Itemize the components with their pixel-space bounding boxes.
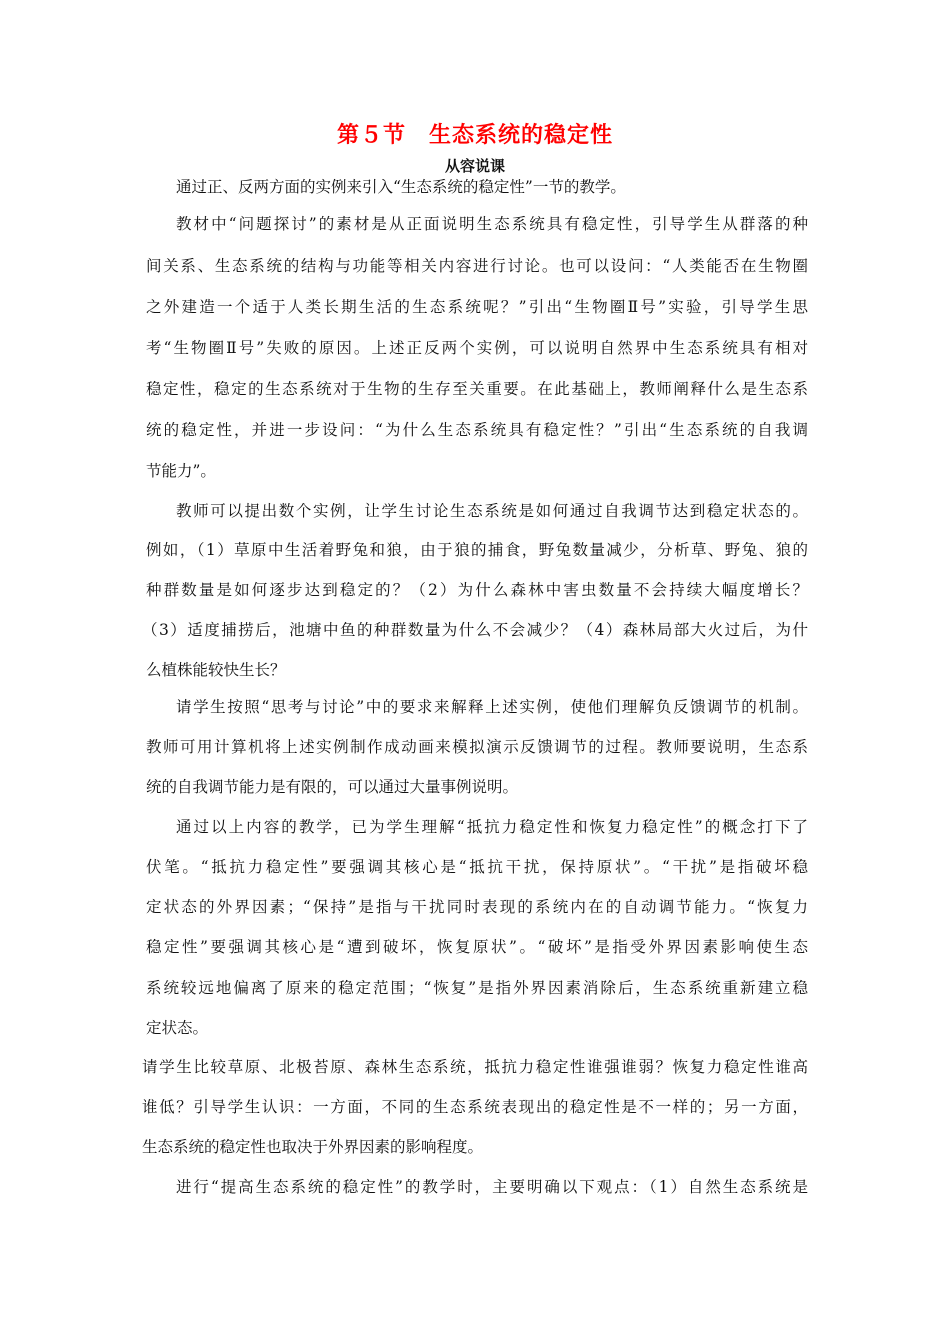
text-line: 教材中“问题探讨”的素材是从正面说明生态系统具有稳定性，引导学生从群落的种: [176, 215, 808, 233]
text-line: （3）适度捕捞后，池塘中鱼的种群数量为什么不会减少？（4）森林局部大火过后，为什: [142, 621, 808, 639]
text-line: 请学生比较草原、北极苔原、森林生态系统，抵抗力稳定性谁强谁弱？恢复力稳定性谁高: [142, 1058, 808, 1076]
text-line: 稳定性”要强调其核心是“遭到破坏，恢复原状”。“破坏”是指受外界因素影响使生态: [146, 938, 808, 956]
page-title: 第５节 生态系统的稳定性: [336, 123, 613, 148]
text-line: 定状态。: [146, 1019, 209, 1037]
text-line: 教师可用计算机将上述实例制作成动画来模拟演示反馈调节的过程。教师要说明，生态系: [146, 738, 808, 756]
text-line: 请学生按照“思考与讨论”中的要求来解释上述实例，使他们理解负反馈调节的机制。: [176, 698, 808, 716]
text-line: 之外建造一个适于人类长期生活的生态系统呢？”引出“生物圈Ⅱ号”实验，引导学生思: [146, 298, 808, 316]
text-line: 种群数量是如何逐步达到稳定的？（2）为什么森林中害虫数量不会持续大幅度增长？: [146, 581, 808, 599]
text-line: 谁低？引导学生认识：一方面，不同的生态系统表现出的稳定性是不一样的；另一方面，: [142, 1098, 808, 1116]
text-line: 统的稳定性，并进一步设问：“为什么生态系统具有稳定性？”引出“生态系统的自我调: [146, 421, 808, 439]
text-line: 稳定性，稳定的生态系统对于生物的生存至关重要。在此基础上，教师阐释什么是生态系: [146, 380, 808, 398]
text-line: 间关系、生态系统的结构与功能等相关内容进行讨论。也可以设问：“人类能否在生物圈: [146, 257, 808, 275]
text-line: 通过以上内容的教学，已为学生理解“抵抗力稳定性和恢复力稳定性”的概念打下了: [176, 818, 808, 836]
text-line: 例如，（1）草原中生活着野兔和狼，由于狼的捕食，野兔数量减少，分析草、野兔、狼的: [146, 541, 808, 559]
text-line: 系统较远地偏离了原来的稳定范围；“恢复”是指外界因素消除后，生态系统重新建立稳: [146, 979, 808, 997]
text-line: 教师可以提出数个实例，让学生讨论生态系统是如何通过自我调节达到稳定状态的。: [176, 502, 808, 520]
text-line: 通过正、反两方面的实例来引入“生态系统的稳定性”一节的教学。: [176, 178, 626, 196]
page-subtitle: 从容说课: [444, 157, 505, 175]
text-line: 统的自我调节能力是有限的，可以通过大量事例说明。: [146, 778, 519, 796]
text-line: 生态系统的稳定性也取决于外界因素的影响程度。: [142, 1138, 484, 1156]
text-line: 进行“提高生态系统的稳定性”的教学时，主要明确以下观点：（1）自然生态系统是: [176, 1178, 808, 1196]
text-line: 定状态的外界因素；“保持”是指与干扰同时表现的系统内在的自动调节能力。“恢复力: [146, 898, 808, 916]
text-line: 么植株能较快生长？: [146, 661, 286, 679]
text-line: 考“生物圈Ⅱ号”失败的原因。上述正反两个实例，可以说明自然界中生态系统具有相对: [146, 339, 808, 357]
text-line: 节能力”。: [146, 462, 216, 480]
text-line: 伏笔。“抵抗力稳定性”要强调其核心是“抵抗干扰，保持原状”。“干扰”是指破坏稳: [146, 858, 808, 876]
